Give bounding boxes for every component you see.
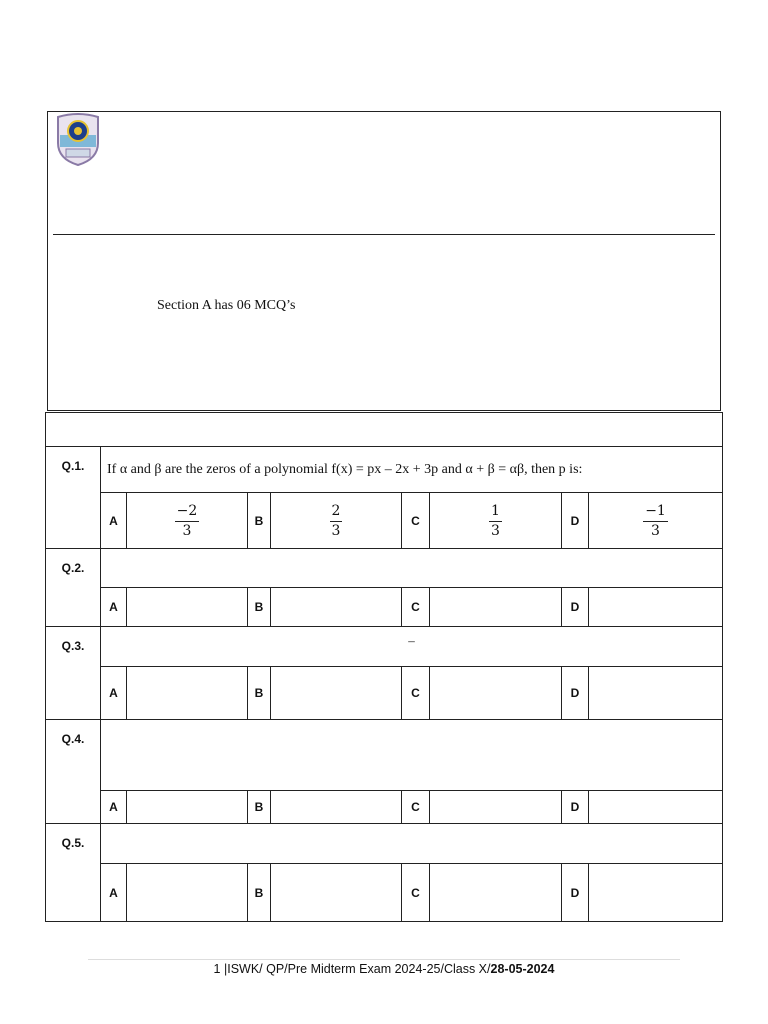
- footer-divider: [88, 959, 680, 960]
- option-label: A: [101, 493, 127, 549]
- option-a-value: [127, 667, 248, 720]
- option-label: D: [562, 864, 589, 922]
- option-b-value: [271, 864, 402, 922]
- exam-header: [47, 111, 721, 411]
- option-c-value: [430, 864, 562, 922]
- option-label: D: [562, 791, 589, 824]
- question-row: [46, 720, 723, 791]
- question-number: Q.3.: [46, 627, 101, 720]
- question-number: Q.1.: [46, 447, 101, 549]
- option-label: A: [101, 667, 127, 720]
- page-footer: [0, 962, 768, 976]
- question-row: [46, 549, 723, 588]
- option-label: C: [402, 864, 430, 922]
- options-row: [46, 493, 723, 549]
- options-row: [46, 791, 723, 824]
- option-label: A: [101, 791, 127, 824]
- option-label: B: [248, 493, 271, 549]
- option-a-value: $\frac{-2}{3}$: [127, 493, 248, 549]
- option-label: D: [562, 493, 589, 549]
- question-number: Q.4.: [46, 720, 101, 824]
- option-d-value: $\frac{-1}{3}$: [589, 493, 723, 549]
- option-a-value: [127, 864, 248, 922]
- options-row: [46, 667, 723, 720]
- question-row: [46, 627, 723, 667]
- option-c-value: [430, 588, 562, 627]
- options-row: [46, 864, 723, 922]
- option-label: B: [248, 791, 271, 824]
- question-stem: [101, 549, 723, 588]
- question-stem: [101, 824, 723, 864]
- option-label: A: [101, 588, 127, 627]
- option-label: B: [248, 667, 271, 720]
- header-divider: [53, 234, 715, 235]
- question-number: Q.5.: [46, 824, 101, 922]
- question-stem: –: [101, 627, 723, 667]
- option-d-value: [589, 667, 723, 720]
- section-note: Section A has 06 MCQ’s: [157, 298, 296, 313]
- option-d-value: [589, 588, 723, 627]
- question-row: [46, 824, 723, 864]
- option-label: A: [101, 864, 127, 922]
- table-header-row: [46, 413, 723, 447]
- option-a-value: [127, 588, 248, 627]
- option-label: D: [562, 667, 589, 720]
- question-stem: [101, 720, 723, 791]
- option-c-value: [430, 791, 562, 824]
- option-d-value: [589, 791, 723, 824]
- school-logo: [54, 113, 102, 167]
- option-label: C: [402, 667, 430, 720]
- option-label: D: [562, 588, 589, 627]
- footer-text: 1 |ISWK/ QP/Pre Midterm Exam 2024-25/Class X/: [213, 962, 491, 976]
- option-d-value: [589, 864, 723, 922]
- option-label: B: [248, 588, 271, 627]
- options-row: [46, 588, 723, 627]
- option-label: B: [248, 864, 271, 922]
- option-c-value: [430, 667, 562, 720]
- option-label: C: [402, 588, 430, 627]
- question-row: [46, 447, 723, 493]
- option-b-value: [271, 667, 402, 720]
- question-number: Q.2.: [46, 549, 101, 627]
- option-a-value: [127, 791, 248, 824]
- footer-date: 28-05-2024: [490, 962, 555, 976]
- mcq-table: [45, 412, 723, 922]
- option-b-value: [271, 588, 402, 627]
- option-label: C: [402, 791, 430, 824]
- option-b-value: $\frac{2}{3}$: [271, 493, 402, 549]
- option-label: C: [402, 493, 430, 549]
- option-b-value: [271, 791, 402, 824]
- question-stem: If α and β are the zeros of a polynomial f(x) = px – 2x + 3p and α + β = αβ, then p is:: [101, 447, 723, 493]
- option-c-value: $\frac{1}{3}$: [430, 493, 562, 549]
